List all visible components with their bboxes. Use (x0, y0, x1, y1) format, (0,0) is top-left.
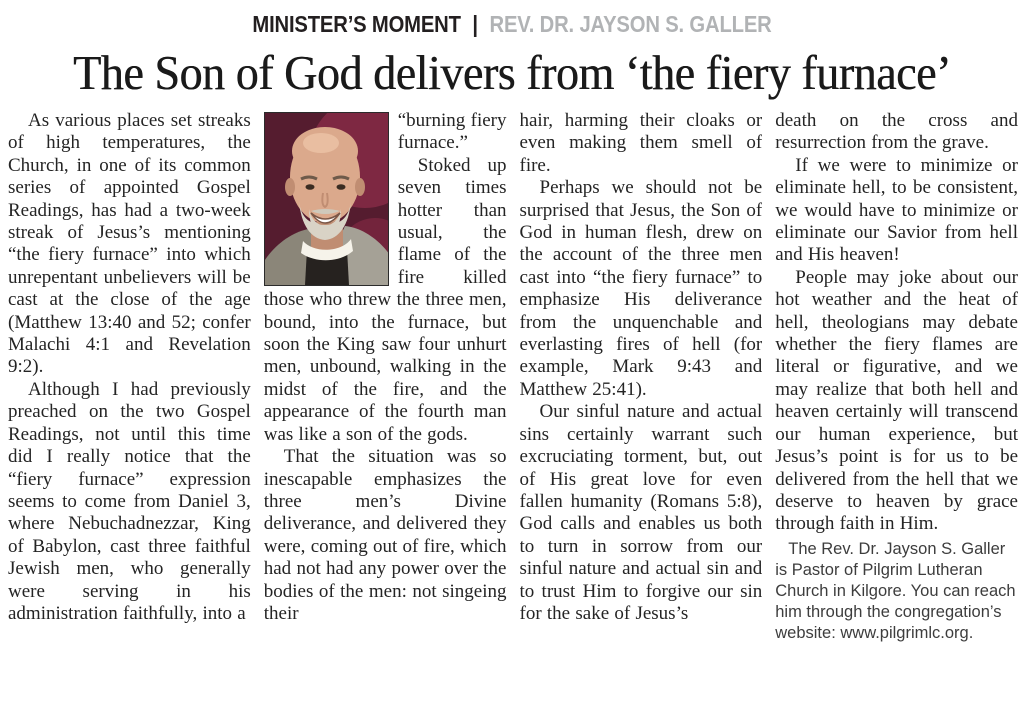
eyes (305, 184, 314, 190)
kicker-separator: | (472, 11, 478, 37)
article-paragraph: Stoked up seven times hotter than usual, the flame of the fire killed those who threw the three men, bound, into the furnace, but soon the King saw four unhurt men, unbound, walking in the midst of the fire, and the appearance of the fourth man was like a son of the gods. (263, 154, 507, 445)
kicker (0, 0, 1024, 44)
kicker-author: REV. DR. JAYSON S. GALLER (489, 11, 772, 37)
article-column-4 (775, 110, 1018, 712)
article-paragraph: If we were to minimize or eliminate hell, to be consistent, we would have to minimize or eliminate our Savior from hell and His heaven! (775, 154, 1018, 266)
author-bio: The Rev. Dr. Jayson S. Galler is Pastor of Pilgrim Lutheran Church in Kilgore. You can reach him through the congregation’s website: www.pilgrimlc.org. (775, 539, 1016, 642)
article-paragraph: People may joke about our hot weather and the heat of hell, theologians may debate whether the fiery flames are literal or figurative, and we may realize that both hell and heaven certainly will transcend our human experience, but Jesus’s point is for us to be delivered from the hell that we deserve to heaven by grace through faith in Him. (775, 266, 1018, 535)
article-column-2 (264, 110, 507, 712)
article-body (0, 104, 1024, 712)
article-paragraph: Although I had previously preached on the two Gospel Readings, not until this time did I really notice that the “fiery furnace” expression seems to come from Daniel 3, where Nebuchadnezzar, King of Babylon, cast three faithful Jewish men, who generally were serving in his administration faithfully, into a (8, 378, 251, 624)
article-paragraph: As various places set streaks of high temperatures, the Church, in one of its common series of appointed Gospel Readings, has had a two-week streak of Jesus’s mentioning “the fiery furnace” into which unrepentant unbelievers will be cast at the close of the age (Matthew 13:40 and 52; confer Malachi 4:1 and Revelation 9:2). (8, 110, 251, 378)
article-column-1 (8, 110, 251, 712)
kicker-label: MINISTER’S MOMENT (252, 11, 461, 37)
article-paragraph: Perhaps we should not be surprised that Jesus, the Son of God in human flesh, drew on the account of the three men cast into “the fiery furnace” to emphasize His deliverance from the unquenchable and everlasting fires of hell (for example, Mark 9:43 and Matthew 25:41). (519, 177, 763, 400)
article-paragraph: That the situation was so inescapable emphasizes the three men’s Divine deliverance, and delivered they were, coming out of fire, which had not had any power over the bodies of the men: not singeing their (263, 446, 507, 624)
article-paragraph: death on the cross and resurrection from the grave. (775, 110, 1018, 154)
headline-text: The Son of God delivers from ‘the fiery furnace’ (73, 45, 951, 100)
headline (0, 44, 1024, 104)
kicker-line (252, 11, 771, 38)
portrait-illustration (265, 113, 388, 285)
article-paragraph: Our sinful nature and actual sins certainly warrant such excruciating torment, but, out of His great love for even fallen humanity (Romans 5:8), God calls and enables us both to turn in sorrow from our sinful nature and actual sin and to trust Him to forgive our sin for the sake of Jesus’s (519, 401, 763, 624)
article-paragraph: hair, harming their cloaks or even making them smell of fire. (519, 110, 763, 176)
article-column-3 (520, 110, 763, 712)
author-photo (264, 112, 389, 286)
article-paragraph: “burning fiery furnace.” (397, 110, 507, 154)
